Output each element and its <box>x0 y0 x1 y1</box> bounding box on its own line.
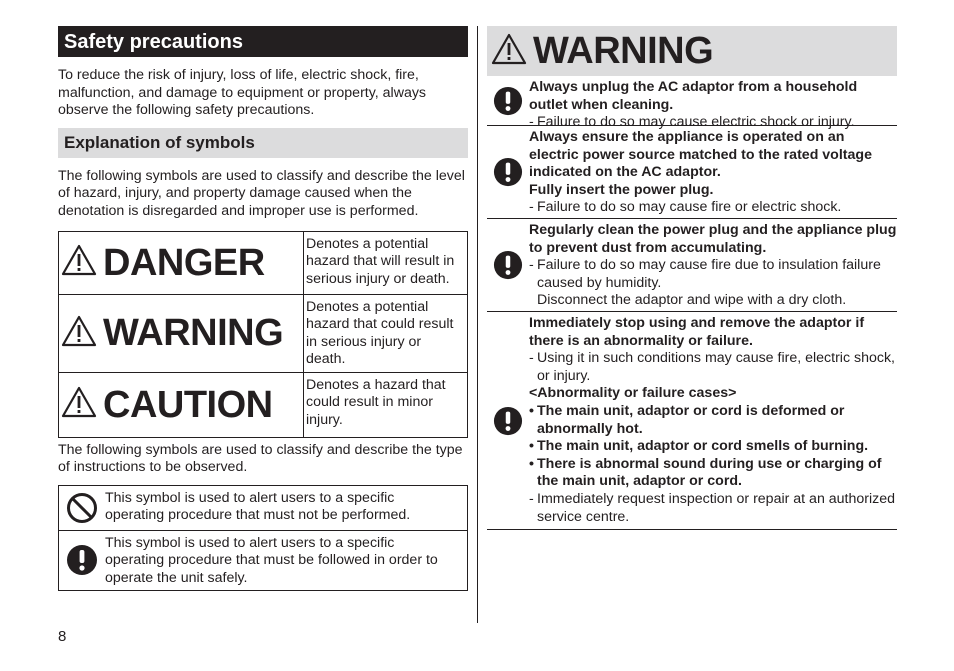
symbols-heading: Explanation of symbols <box>58 128 468 158</box>
intro-paragraph: To reduce the risk of injury, loss of life, electric shock, fire, malfunction, and damage to equipment or property, always observe the following safety precautions. <box>58 67 427 119</box>
warning-note: - Failure to do so may cause electric shock or injury. <box>529 114 855 131</box>
warning-item-body <box>529 222 897 308</box>
hazard-label <box>59 373 304 437</box>
instruction-text: This symbol is used to alert users to a specific operating procedure that must not be performed. <box>105 489 411 524</box>
section-title: Safety precautions <box>58 26 468 57</box>
mandatory-icon <box>487 79 529 122</box>
warning-triangle-icon <box>61 244 97 281</box>
hazard-description: Denotes a potential hazard that will result in serious injury or death. <box>306 235 455 287</box>
hazard-row-danger <box>59 232 467 295</box>
instruction-text: This symbol is used to alert users to a specific operating procedure that must be followed in order to operate the unit safely. <box>105 534 438 586</box>
case-item: • There is abnormal sound during use or charging of the main unit, adaptor or cord. <box>529 455 882 490</box>
warning-triangle-icon <box>491 33 527 70</box>
hazard-label <box>59 295 304 372</box>
case-item: • The main unit, adaptor or cord smells of burning. <box>529 438 869 455</box>
hazard-level-table <box>58 231 468 438</box>
warning-heading-text: WARNING <box>533 30 714 72</box>
case-item: • The main unit, adaptor or cord is deformed or abnormally hot. <box>529 402 845 437</box>
warning-instruction: Regularly clean the power plug and the appliance plug to prevent dust from accumulating. <box>529 222 897 256</box>
page-number: 8 <box>58 628 67 645</box>
mandatory-icon <box>487 129 529 215</box>
right-column <box>487 26 897 530</box>
warning-note: - Failure to do so may cause fire due to insulation failure caused by humidity. Disconnect the adaptor and wipe with a dry cloth. <box>529 257 881 309</box>
cases-heading: <Abnormality or failure cases> <box>529 385 737 402</box>
warning-item <box>487 76 897 131</box>
mandatory-icon <box>487 222 529 308</box>
column-divider <box>477 26 478 623</box>
hazard-word: WARNING <box>103 312 284 355</box>
warning-item-body <box>529 315 897 526</box>
mandatory-icon <box>487 315 529 526</box>
warning-heading <box>487 26 897 76</box>
warning-triangle-icon <box>61 315 97 352</box>
hazard-row-caution <box>59 373 467 437</box>
warning-item-body <box>529 129 897 215</box>
symbols-intro: The following symbols are used to classify and describe the level of hazard, injury, and property damage caused when the denotation is disregarded and improper use is performed. <box>58 167 465 219</box>
warning-note: - Immediately request inspection or repair at an authorized service centre. <box>529 490 896 525</box>
hazard-row-warning <box>59 295 467 373</box>
warning-instruction: Always ensure the appliance is operated on an electric power source matched to the rated voltage indicated on the AC adaptor. <box>529 129 872 181</box>
warning-note: - Failure to do so may cause fire or electric shock. <box>529 199 842 216</box>
left-column <box>58 26 468 591</box>
warning-item <box>487 312 897 530</box>
warning-instruction: Immediately stop using and remove the adaptor if there is an abnormality or failure. <box>529 315 865 349</box>
hazard-word: CAUTION <box>103 383 273 426</box>
instruction-row-prohibition <box>59 486 467 531</box>
warning-triangle-icon <box>61 386 97 423</box>
warning-item-body <box>529 79 897 131</box>
hazard-description: Denotes a potential hazard that could result in serious injury or death. <box>306 298 454 368</box>
instruction-symbol-table <box>58 485 468 591</box>
instruction-row-mandatory <box>59 531 467 590</box>
warning-item <box>487 126 897 219</box>
prohibition-icon <box>59 486 105 530</box>
warning-instruction: Always unplug the AC adaptor from a household outlet when cleaning. <box>529 79 858 113</box>
instructions-intro: The following symbols are used to classify and describe the type of instructions to be observed. <box>58 441 463 476</box>
hazard-label <box>59 232 304 294</box>
warning-instruction: Fully insert the power plug. <box>529 181 714 198</box>
warning-item <box>487 219 897 312</box>
hazard-word: DANGER <box>103 241 265 284</box>
mandatory-icon <box>59 531 105 590</box>
warning-note: - Using it in such conditions may cause fire, electric shock, or injury. <box>529 350 895 384</box>
hazard-description: Denotes a hazard that could result in minor injury. <box>306 376 446 428</box>
